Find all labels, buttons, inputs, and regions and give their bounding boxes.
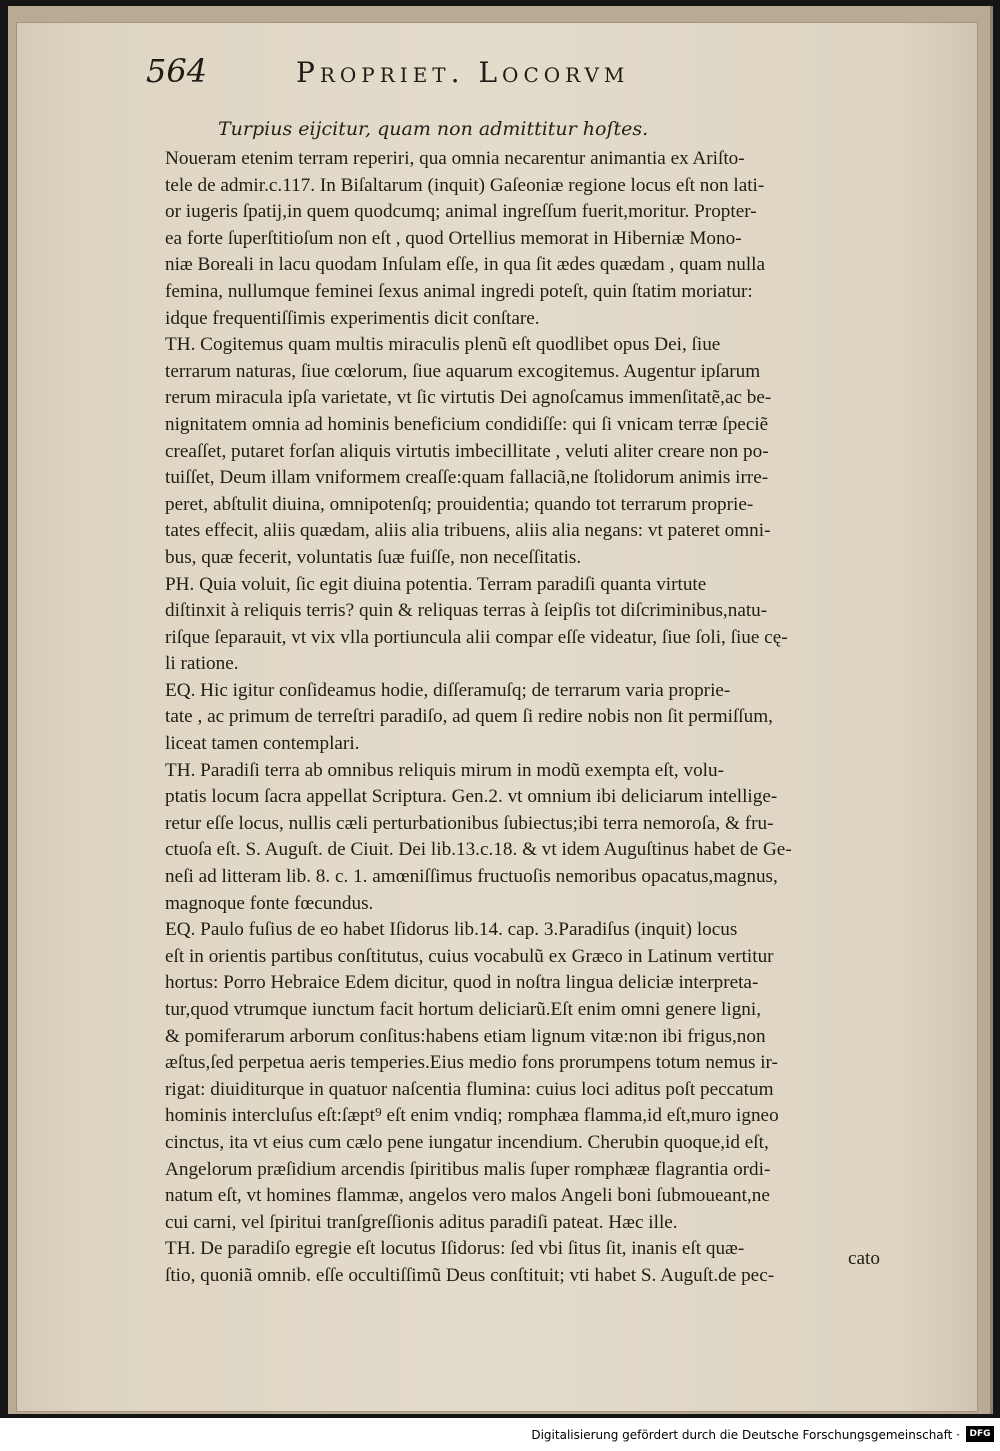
- text-line: ſtio, quoniã omnib. eſſe occultiſſimũ Deus conſtituit; vti habet S. Auguſt.de pec-: [165, 1264, 775, 1286]
- body-text: [165, 146, 905, 1290]
- text-line: peret, abſtulit diuina, omnipotenſq; prouidentia; quando tot terrarum proprie-: [165, 493, 754, 515]
- text-line: cinctus, ita vt eius cum cælo pene iungatur incendium. Cherubin quoque,id eſt,: [165, 1131, 769, 1153]
- text-line: rigat: diuiditurque in quatuor naſcentia flumina: cuius loci aditus poſt peccatum: [165, 1078, 774, 1100]
- text-line: femina, nullumque feminei ſexus animal ingredi poteſt, quin ſtatim moriatur:: [165, 280, 753, 302]
- text-line: cui carni, vel ſpiritui tranſgreſſionis aditus paradiſi pateat. Hæc ille.: [165, 1211, 678, 1233]
- text-line: EQ. Paulo fuſius de eo habet Iſidorus lib.14. cap. 3.Paradiſus (inquit) locus: [165, 919, 738, 941]
- text-line: hominis intercluſus eſt:ſæpt⁹ eſt enim vndiq; romphæa flamma,id eſt,muro igneo: [165, 1105, 779, 1127]
- text-line: TH. Paradiſi terra ab omnibus reliquis mirum in modũ exempta eſt, volu-: [165, 759, 724, 781]
- text-line: tate , ac primum de terreſtri paradiſo, ad quem ſi redire nobis non ſit permiſſum,: [165, 706, 773, 728]
- catchword: cato: [848, 1248, 880, 1269]
- text-line: ptatis locum ſacra appellat Scriptura. Gen.2. vt omnium ibi deliciarum intellige-: [165, 786, 778, 808]
- text-line: niæ Boreali in lacu quodam Inſulam eſſe, in qua ſit ædes quædam , quam nulla: [165, 254, 766, 276]
- text-line: nignitatem omnia ad hominis beneficium condidiſſe: qui ſi vnicam terræ ſpeciẽ: [165, 413, 769, 435]
- text-line: riſque ſeparauit, vt vix vlla portiuncula alii compar eſſe videatur, ſiue ſoli, ſiue cę-: [165, 626, 788, 648]
- text-line: rerum miracula ipſa varietate, vt ſic virtutis Dei agnoſcamus immenſitatẽ,ac be-: [165, 387, 772, 409]
- text-line: neſi ad litteram lib. 8. c. 1. amœniſſimus fructuoſis nemoribus opacatus,magnus,: [165, 866, 778, 888]
- dfg-logo: DFG: [966, 1426, 994, 1442]
- text-line: idque frequentiſſimis experimentis dicit conſtare.: [165, 307, 540, 329]
- funding-credit: Digitalisierung gefördert durch die Deutsche Forschungsgemeinschaft ·: [531, 1428, 960, 1442]
- text-line: liceat tamen contemplari.: [165, 733, 360, 755]
- text-line: terrarum naturas, ſiue cœlorum, ſiue aquarum excogitemus. Augentur ipſarum: [165, 360, 761, 382]
- text-line: Angelorum præſidium arcendis ſpiritibus malis ſuper romphææ flagrantia ordi-: [165, 1158, 771, 1180]
- page-number: 564: [146, 52, 208, 90]
- text-line: TH. De paradiſo egregie eſt locutus Iſidorus: ſed vbi ſitus ſit, inanis eſt quæ-: [165, 1238, 745, 1260]
- page-header: [146, 52, 806, 96]
- running-head: Propriet. Locorvm: [296, 56, 630, 89]
- text-line: tele de admir.c.117. In Biſaltarum (inquit) Gaſeoniæ regione locus eſt non lati-: [165, 174, 765, 196]
- text-line: tates effecit, aliis quædam, aliis alia tribuens, aliis alia negans: vt pateret omni-: [165, 520, 771, 542]
- section-subhead: Turpius eijcitur, quam non admittitur hoſtes.: [218, 118, 649, 140]
- text-line: æſtus,ſed perpetua aeris temperies.Eius medio fons prorumpens totum nemus ir-: [165, 1052, 778, 1074]
- text-line: EQ. Hic igitur conſideamus hodie, diſſeramuſq; de terrarum varia proprie-: [165, 679, 731, 701]
- text-line: ea forte ſuperſtitioſum non eſt , quod Ortellius memorat in Hiberniæ Mono-: [165, 227, 742, 249]
- text-line: tur,quod vtrumque iunctum facit hortum deliciarũ.Eſt enim omni genere ligni,: [165, 999, 762, 1020]
- text-line: creaſſet, putaret forſan aliquis virtutis imbecillitate , veluti aliter creare non po-: [165, 440, 769, 462]
- text-line: retur eſſe locus, nullis cæli perturbationibus ſubiectus;ibi terra nemoroſa, & fru-: [165, 812, 774, 834]
- text-line: Noueram etenim terram reperiri, qua omnia necarentur animantia ex Ariſto-: [165, 148, 745, 169]
- text-line: PH. Quia voluit, ſic egit diuina potentia. Terram paradiſi quanta virtute: [165, 573, 707, 595]
- text-line: bus, quæ fecerit, voluntatis ſuæ fuiſſe, non neceſſitatis.: [165, 546, 582, 568]
- text-line: hortus: Porro Hebraice Edem dicitur, quod in noſtra lingua deliciæ interpreta-: [165, 972, 759, 994]
- text-line: natum eſt, vt homines flammæ, angelos vero malos Angeli boni ſubmoueant,ne: [165, 1185, 770, 1207]
- text-line: or iugeris ſpatij,in quem quodcumq; animal ingreſſum fuerit,moritur. Propter-: [165, 201, 757, 223]
- text-line: & pomiferarum arborum conſitus:habens etiam lignum vitæ:non ibi frigus,non: [165, 1025, 766, 1047]
- text-line: magnoque fonte fœcundus.: [165, 892, 374, 914]
- text-line: diſtinxit à reliquis terris? quin & reliquas terras à ſeipſis tot diſcriminibus,natu-: [165, 600, 768, 622]
- text-line: li ratione.: [165, 653, 239, 675]
- text-line: eſt in orientis partibus conſtitutus, cuius vocabulũ ex Græco in Latinum vertitur: [165, 945, 774, 967]
- text-line: TH. Cogitemus quam multis miraculis plenũ eſt quodlibet opus Dei, ſiue: [165, 334, 721, 356]
- text-line: tuiſſet, Deum illam vniformem creaſſe:quam fallaciã,ne ſtolidorum animis irre-: [165, 467, 769, 489]
- text-line: ctuoſa eſt. S. Auguſt. de Ciuit. Dei lib.13.c.18. & vt idem Auguſtinus habet de Ge-: [165, 839, 792, 861]
